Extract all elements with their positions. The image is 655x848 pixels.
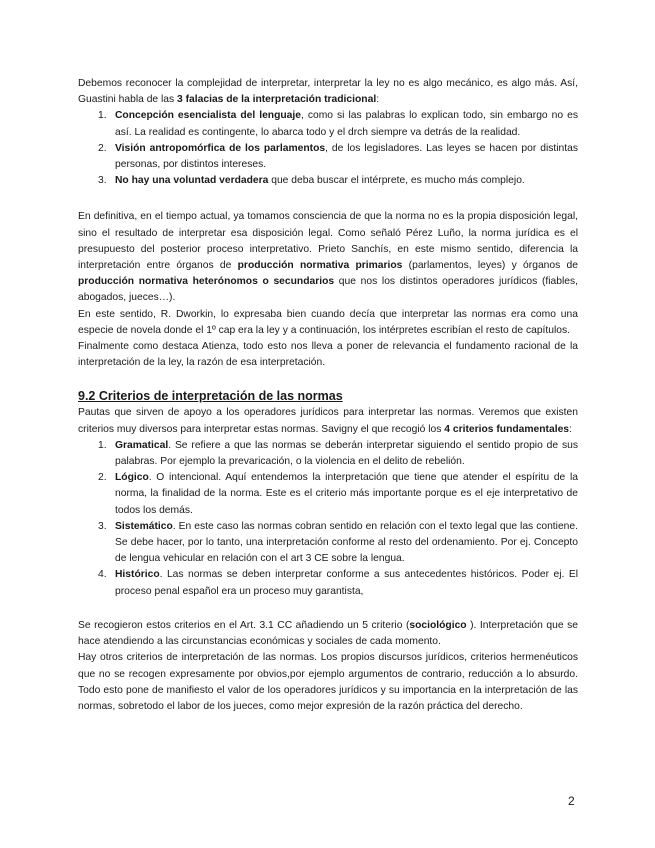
page-number: 2	[568, 794, 575, 808]
art31-paragraph: Se recogieron estos criterios en el Art. 3.1 CC añadiendo un 5 criterio (sociológico ). Interpretación que se hace atendiendo a las circunstancias económicas y sociales de cada momento.	[78, 619, 578, 648]
intro-bold: 3 falacias de la interpretación tradicional	[177, 94, 377, 106]
list-item: 4. Histórico. Las normas se deben interpretar conforme a sus antecedentes históricos. Poder ej. El proceso penal español era un proceso muy garantista,	[98, 569, 578, 597]
intro-paragraph: Debemos reconocer la complejidad de interpretar, interpretar la ley no es algo mecánico, es algo más. Así, Guastini habla de las 3 falacias de la interpretación tradicional:	[78, 78, 578, 106]
otros-criterios-paragraph: Hay otros criterios de interpretación de las normas. Los propios discursos jurídicos, criterios hermenéuticos que no se recogen expresamente por obvios,por ejemplo argumentos de contrario, reducción a lo absurdo. Todo esto pone de manifiesto el valor de los operadores jurídicos y su importancia en la interpretación de las normas, sobretodo el labor de los jueces, como mejor expresión de la razón práctica del derecho.	[78, 652, 578, 712]
dworkin-paragraph: En este sentido, R. Dworkin, lo expresaba bien cuando decía que interpretar las normas era como una especie de novela donde el 1º cap era la ley y a continuación, los intérpretes escribían el resto de capítulos.	[78, 308, 578, 336]
list-item: 3. Sistemático. En este caso las normas cobran sentido en relación con el texto legal que las contiene. Se debe hacer, por lo tanto, una interpretación conforme al resto del ordenamiento. Por ej. Concepto de lengua vehicular en relación con el art 3 CE sobre la lengua.	[98, 520, 578, 565]
section-heading: 9.2 Criterios de interpretación de las normas	[78, 389, 343, 404]
atienza-paragraph: Finalmente como destaca Atienza, todo esto nos lleva a poner de relevancia el fundamento racional de la interpretación de la ley, la razón de esa interpretación.	[78, 341, 578, 369]
criteria-list	[78, 438, 578, 600]
list-item: 2. Lógico. O intencional. Aquí entendemos la interpretación que tiene que atender el espíritu de la norma, la finalidad de la norma. Este es el criterio más importante porque es el eje interpretativo de todos los demás.	[98, 472, 578, 516]
list-item: 2. Visión antropomórfica de los parlamentos, de los legisladores. Las leyes se hacen por distintas personas, por distintos intereses.	[98, 142, 579, 171]
list-item: 1. Concepción esencialista del lenguaje, como si las palabras lo explican todo, sin embargo no es así. La realidad es contingente, lo abarca todo y el drch siempre va detrás de la realidad.	[98, 110, 578, 138]
definitiva-paragraph: En definitiva, en el tiempo actual, ya tomamos consciencia de que la norma no es la propia disposición legal, sino el resultado de interpretar esa disposición legal. Como señaló Pérez Luño, la norma jurídica es el presupuesto del posterior proceso interpretativo. Prieto Sanchís, en este mismo sentido, diferencia la interpretación entre órganos de producción normativa primarios (parlamentos, leyes) y órganos de producción normativa heterónomos o secundarios que nos los distintos operadores jurídicos (fiables, abogados, jueces…).	[78, 211, 579, 304]
list-item: 3. No hay una voluntad verdadera que deba buscar el intérprete, es mucho más complejo.	[98, 175, 525, 187]
list-item: 1. Gramatical. Se refiere a que las normas se deberán interpretar siguiendo el sentido propio de sus palabras. Por ejemplo la prevaricación, o la violencia en el delito de rebelión.	[98, 439, 578, 468]
section-intro-paragraph: Pautas que sirven de apoyo a los operadores jurídicos para interpretar las normas. Veremos que existen criterios muy diversos para interpretar estas normas. Savigny el que recogió los 4 criterios fundamentales:	[78, 407, 578, 435]
fallacies-list	[78, 108, 578, 189]
document-page	[78, 76, 578, 715]
